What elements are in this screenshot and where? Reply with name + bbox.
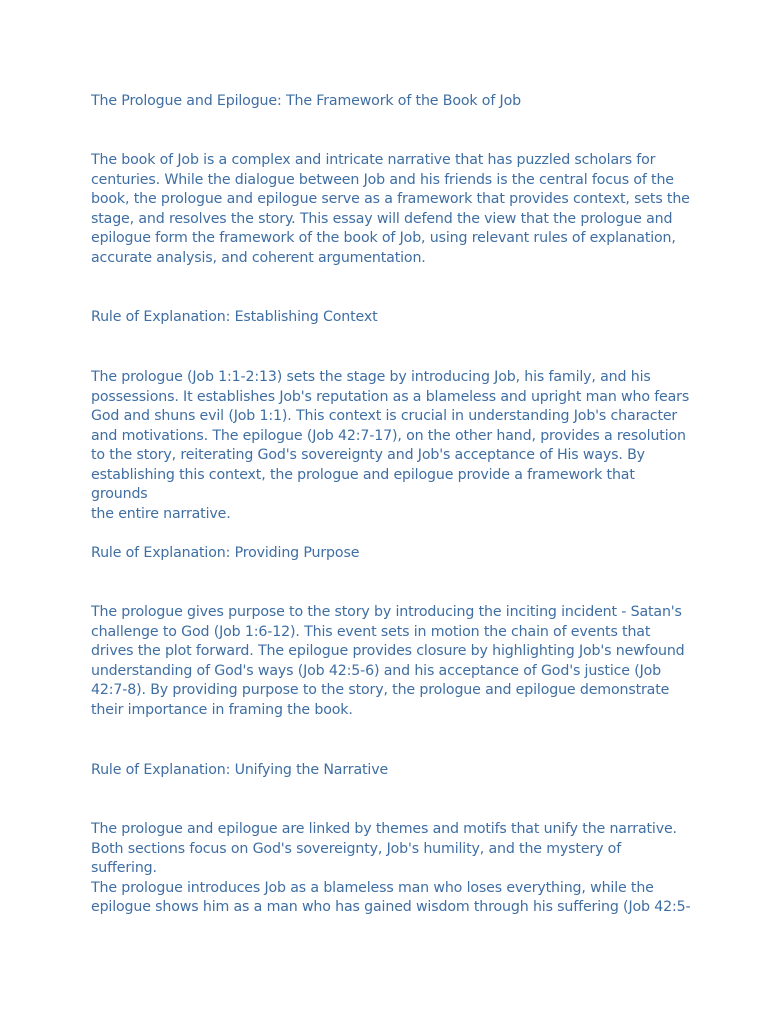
section-heading-unifying-narrative: Rule of Explanation: Unifying the Narrative [91, 762, 389, 778]
section-body-establishing-context: The prologue (Job 1:1-2:13) sets the stage by introducing Job, his family, and his possessions. It establishes Job's reputation as a blameless and upright man who fears God and shuns evil (Job 1:1). This context is crucial in understanding Job's character and motivations. The epilogue (Job 42:7-17), on the other hand, provides a resolution to the story, reiterating God's sovereignty and Job's acceptance of His ways. By establishing this context, the prologue and epilogue provide a framework that grounds the entire narrative. [91, 369, 690, 522]
section-heading-providing-purpose: Rule of Explanation: Providing Purpose [91, 545, 360, 561]
section-body-unifying-narrative: The prologue and epilogue are linked by themes and motifs that unify the narrative. Both sections focus on God's sovereignty, Job's humility, and the mystery of suffering. The prologue introduces Job as a blameless man who loses everything, while the epilogue shows him as a man who has gained wisdom through his suffering (Job 42:5- [91, 821, 691, 915]
intro-paragraph: The book of Job is a complex and intricate narrative that has puzzled scholars for centuries. While the dialogue between Job and his friends is the central focus of the book, the prologue and epilogue serve as a framework that provides context, sets the stage, and resolves the story. This essay will defend the view that the prologue and epilogue form the framework of the book of Job, using relevant rules of explanation, accurate analysis, and coherent argumentation. [91, 152, 690, 266]
section-body-providing-purpose: The prologue gives purpose to the story by introducing the inciting incident - Satan's challenge to God (Job 1:6-12). This event sets in motion the chain of events that drives the plot forward. The epilogue provides closure by highlighting Job's newfound understanding of God's ways (Job 42:5-6) and his acceptance of God's justice (Job 42:7-8). By providing purpose to the story, the prologue and epilogue demonstrate their importance in framing the book. [91, 604, 685, 718]
document-title: The Prologue and Epilogue: The Framework of the Book of Job [91, 93, 521, 109]
section-heading-establishing-context: Rule of Explanation: Establishing Context [91, 309, 378, 325]
